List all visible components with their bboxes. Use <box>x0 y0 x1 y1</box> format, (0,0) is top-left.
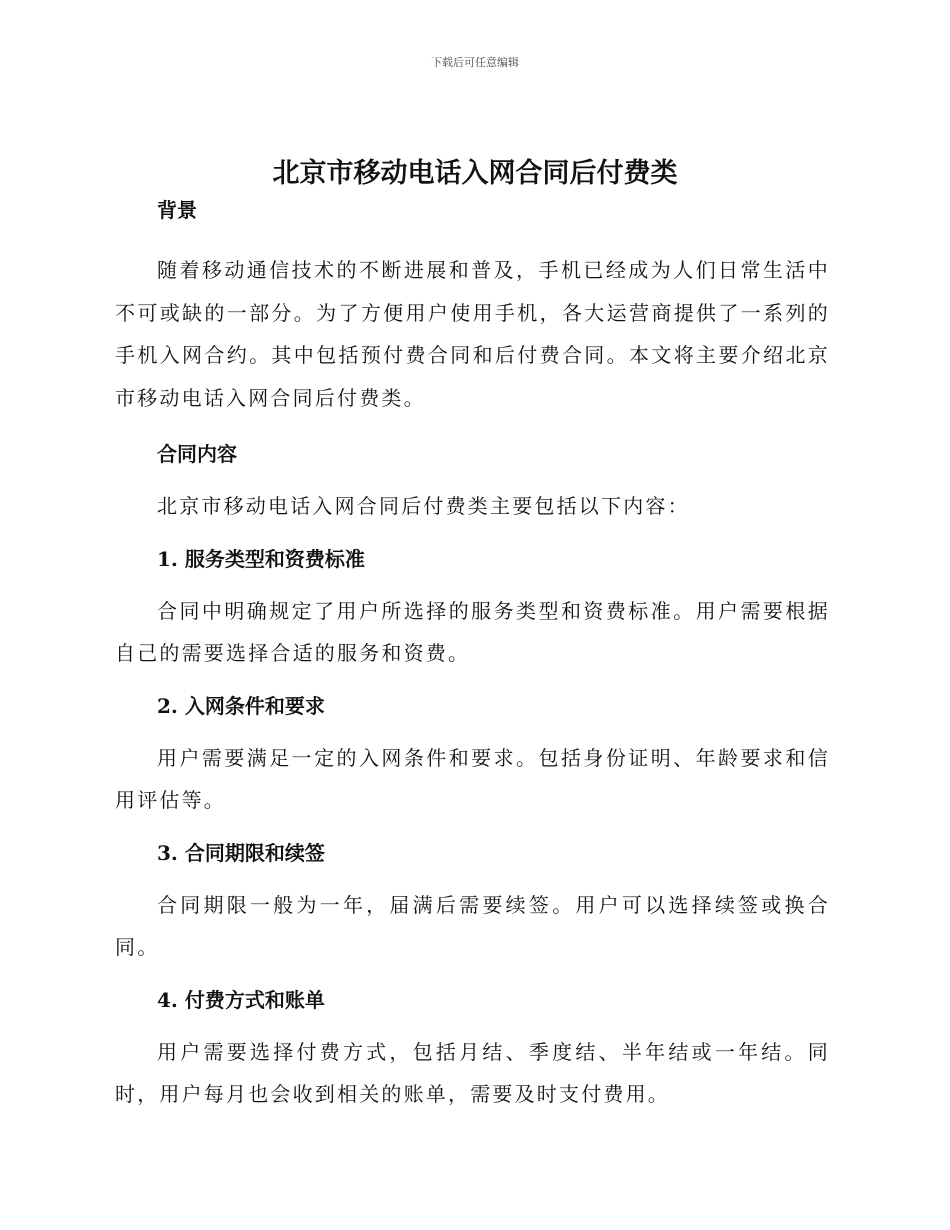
item-paragraph-4: 用户需要选择付费方式，包括月结、季度结、半年结或一年结。同时，用户每月也会收到相关的账单，需要及时支付费用。 <box>115 1039 830 1106</box>
item-heading-4: 4. 付费方式和账单 <box>157 987 325 1012</box>
background-paragraph: 随着移动通信技术的不断进展和普及，手机已经成为人们日常生活中不可或缺的一部分。为了方便用户使用手机，各大运营商提供了一系列的手机入网合约。其中包括预付费合同和后付费合同。本文将主要介绍北京市移动电话入网合同后付费类。 <box>115 258 830 410</box>
item-heading-2: 2. 入网条件和要求 <box>157 693 325 718</box>
document-body <box>115 195 830 1116</box>
document-title: 北京市移动电话入网合同后付费类 <box>272 158 678 189</box>
item-heading-1: 1. 服务类型和资费标准 <box>157 546 365 571</box>
item-heading-3: 3. 合同期限和续签 <box>157 840 325 865</box>
page-header-note: 下载后可任意编辑 <box>431 56 519 69</box>
item-paragraph-3: 合同期限一般为一年，届满后需要续签。用户可以选择续签或换合同。 <box>115 892 830 959</box>
item-paragraph-1: 合同中明确规定了用户所选择的服务类型和资费标准。用户需要根据自己的需要选择合适的服务和资费。 <box>115 598 830 665</box>
section-heading-contract-content: 合同内容 <box>157 442 237 466</box>
contract-content-intro: 北京市移动电话入网合同后付费类主要包括以下内容： <box>157 494 690 518</box>
section-heading-background: 背景 <box>157 198 197 222</box>
item-paragraph-2: 用户需要满足一定的入网条件和要求。包括身份证明、年龄要求和信用评估等。 <box>115 745 830 812</box>
